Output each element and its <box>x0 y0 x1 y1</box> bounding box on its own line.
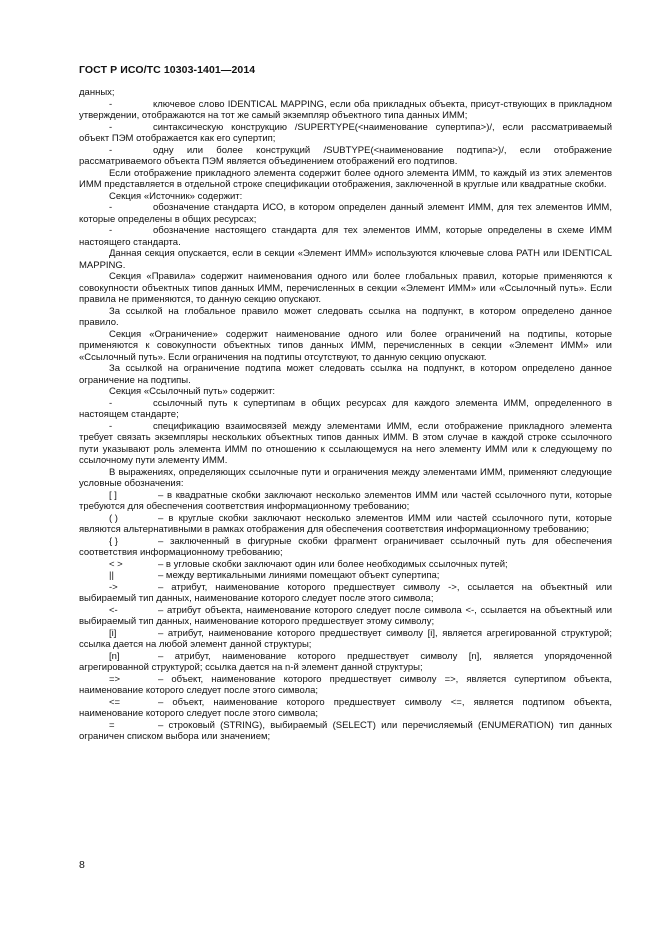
notation-symbol: -> <box>109 581 118 593</box>
list-item <box>79 421 612 467</box>
notation-item <box>79 536 612 559</box>
paragraph-text: Если отображение прикладного элемента содержит более одного элемента ИММ, то каждый из этих элементов ИММ представляется в отдельной строке спецификации отображения, заключенной в круглые или квадратные скобки. <box>79 167 612 190</box>
notation-symbol: { } <box>109 535 118 547</box>
paragraph-text: Секция «Правила» содержит наименования одного или более глобальных правил, которые применяются к совокупности объектных типов данных ИММ, перечисленных в секции «Элемент ИММ» или «Ссылочный путь». Если правила не применяются, то данную секцию опускают. <box>79 271 612 305</box>
list-item-text: спецификацию взаимосвязей между элементами ИММ, если отображение прикладного элемента требует связать экземпляры нескольких объектных типов данных ИММ. В этом случае в каждой строке ссылочного пути указывают роль элемента ИММ по отношению к ссылающемуся на него элементу ИММ или к следующему по ссылочному пути элементу ИММ. <box>79 420 612 466</box>
paragraph <box>79 87 612 99</box>
notation-symbol: <- <box>109 604 118 616</box>
notation-item <box>79 605 612 628</box>
list-item <box>79 225 612 248</box>
list-item-text: обозначение настоящего стандарта для тех элементов ИММ, которые определены в схеме ИММ настоящего стандарта. <box>79 225 612 248</box>
notation-symbol: = <box>109 719 115 731</box>
notation-item <box>79 490 612 513</box>
list-marker: - <box>109 121 113 133</box>
list-item-text: – заключенный в фигурные скобки фрагмент ограничивает ссылочный путь для обеспечения соответствия информационному требованию; <box>79 535 612 558</box>
list-item-text: ссылочный путь к супертипам в общих ресурсах для каждого элемента ИММ, определенного в настоящем стандарте; <box>79 397 612 420</box>
list-item-text: – объект, наименование которого предшествует символу <=, является подтипом объекта, наименование которого следует после этого символа; <box>79 696 612 719</box>
list-item <box>79 99 612 122</box>
notation-symbol: [n] <box>109 650 120 662</box>
list-item-text: – между вертикальными линиями помещают объект супертипа; <box>158 570 440 581</box>
list-item-text: – атрибут, наименование которого предшествует символу ->, ссылается на объектный или выбираемый тип данных, наименование которого следует после этого символа; <box>79 581 612 604</box>
list-item <box>79 202 612 225</box>
list-item-text: – атрибут, наименование которого предшествует символу [n], является упорядоченной агрегированной структурой; ссылка дается на n-й элемент данной структуры; <box>79 650 612 673</box>
list-marker: - <box>109 202 113 213</box>
paragraph-text: Секция «Ограничение» содержит наименование одного или более ограничений на подтипы, которые применяются к совокупности объектных типов данных ИММ, перечисленных в секции «Элемент ИММ» или «Ссылочный путь». Если ограничения на подтипы отсутствуют, то данную секцию опускают. <box>79 328 612 363</box>
notation-symbol: => <box>109 673 121 685</box>
paragraph <box>79 467 612 490</box>
notation-item <box>79 559 612 571</box>
notation-item <box>79 674 612 697</box>
paragraph <box>79 271 612 306</box>
paragraph-text: Секция «Источник» содержит: <box>109 190 243 202</box>
notation-symbol: ( ) <box>109 512 118 524</box>
page-header: ГОСТ Р ИСО/ТС 10303-1401—2014 <box>79 64 256 76</box>
paragraph <box>79 306 612 329</box>
notation-symbol: [ ] <box>109 489 117 501</box>
page-number: 8 <box>79 859 85 871</box>
paragraph <box>79 329 612 364</box>
paragraph-text: В выражениях, определяющих ссылочные пути и ограничения между элементами ИММ, применяют следующие условные обозначения: <box>79 466 612 489</box>
paragraph <box>79 386 612 398</box>
list-item-text: одну или более конструкций /SUBTYPE(<наименование подтипа>)/, если отображение рассматриваемого объекта ПЭМ является объединением отображений его подтипов. <box>79 144 612 167</box>
paragraph <box>79 168 612 191</box>
paragraph-text: Секция «Ссылочный путь» содержит: <box>109 386 276 397</box>
paragraph <box>79 363 612 386</box>
notation-symbol: <= <box>109 696 121 708</box>
list-item-text: – в квадратные скобки заключают несколько элементов ИММ или частей ссылочного пути, которые требуются для обеспечения соответствия информационному требованию; <box>79 489 612 512</box>
notation-item <box>79 651 612 674</box>
notation-symbol: || <box>109 570 114 581</box>
list-marker: - <box>109 225 113 236</box>
list-item-text: обозначение стандарта ИСО, в котором определен данный элемент ИММ, для тех элементов ИММ, которые определены в общих ресурсах; <box>79 202 612 225</box>
list-item <box>79 122 612 145</box>
paragraph <box>79 248 612 271</box>
list-item <box>79 398 612 421</box>
list-item-text: – строковый (STRING), выбираемый (SELECT) или перечисляемый (ENUMERATION) тип данных ограничен списком выбора или значением; <box>79 719 612 742</box>
list-item-text: – атрибут объекта, наименование которого следует после символа <-, ссылается на объектный или выбираемый тип данных, наименование которого предшествует этому символу; <box>79 604 612 627</box>
list-marker: - <box>109 420 113 432</box>
notation-item <box>79 570 612 582</box>
notation-item <box>79 582 612 605</box>
notation-symbol: < > <box>109 558 123 570</box>
list-item <box>79 145 612 168</box>
notation-item <box>79 628 612 651</box>
notation-item <box>79 697 612 720</box>
paragraph <box>79 191 612 203</box>
list-marker: - <box>109 144 113 156</box>
list-item-text: синтаксическую конструкцию /SUPERTYPE(<наименование супертипа>)/, если рассматриваемый объект ПЭМ отображается как его супертип; <box>79 121 612 144</box>
list-item-text: – объект, наименование которого предшествует символу =>, является супертипом объекта, наименование которого следует после этого символа; <box>79 673 612 696</box>
notation-item <box>79 513 612 536</box>
list-marker: - <box>109 397 113 409</box>
paragraph-text: Данная секция опускается, если в секции «Элемент ИММ» используются ключевые слова PATH или IDENTICAL MAPPING. <box>79 248 612 271</box>
paragraph-text: данных; <box>79 87 115 98</box>
list-item-text: ключевое слово IDENTICAL MAPPING, если оба прикладных объекта, присут-ствующих в прикладном утверждении, отображаются на тот же самый экземпляр объектного типа данных ИММ; <box>79 98 612 121</box>
page-body <box>79 87 612 743</box>
notation-symbol: [i] <box>109 627 117 639</box>
paragraph-text: За ссылкой на ограничение подтипа может следовать ссылка на подпункт, в котором определено данное ограничение на подтипы. <box>79 363 612 386</box>
list-marker: - <box>109 98 113 110</box>
paragraph-text: За ссылкой на глобальное правило может следовать ссылка на подпункт, в котором определено данное правило. <box>79 305 612 328</box>
list-item-text: – в угловые скобки заключают один или более необходимых ссылочных путей; <box>158 558 508 570</box>
list-item-text: – в круглые скобки заключают несколько элементов ИММ или частей ссылочного пути, которые являются альтернативными в рамках отображения для обеспечения соответствия информационному требованию; <box>79 512 612 535</box>
notation-item <box>79 720 612 743</box>
list-item-text: – атрибут, наименование которого предшествует символу [i], является агрегированной структурой; ссылка дается на любой элемент данной структуры; <box>79 627 612 650</box>
